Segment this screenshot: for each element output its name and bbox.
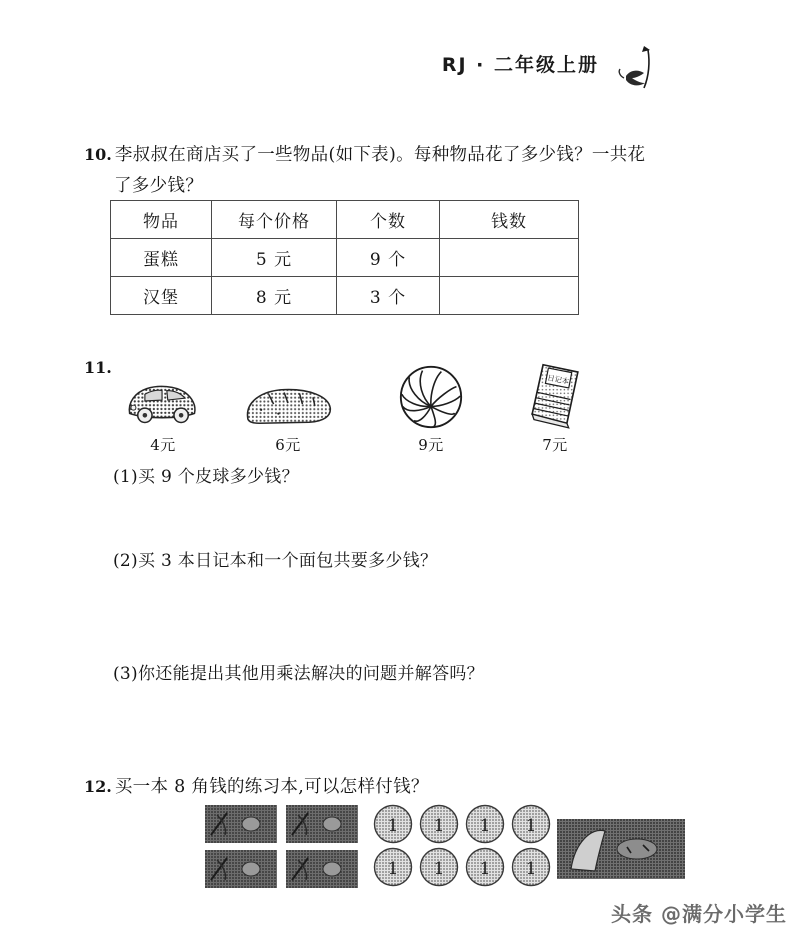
item-price-notebook: 7元 — [542, 436, 568, 454]
cell-item-cake: 蛋糕 — [111, 239, 212, 277]
svg-text:1: 1 — [387, 816, 399, 836]
coin-1jiao — [419, 804, 460, 845]
diary-notebook-icon — [500, 358, 610, 430]
item-price-bread: 6元 — [275, 436, 301, 454]
svg-text:1: 1 — [433, 859, 445, 879]
coin-1jiao — [465, 804, 506, 845]
item-bread — [233, 358, 343, 455]
beach-ball-icon — [376, 358, 486, 430]
bread-loaf-icon — [233, 358, 343, 430]
price-table — [110, 200, 579, 315]
banknote-1jiao — [286, 805, 358, 843]
svg-text:1: 1 — [479, 859, 491, 879]
table-row — [111, 277, 579, 315]
table-header-total: 钱数 — [440, 201, 579, 239]
item-illustrations — [108, 358, 578, 458]
banknote-1jiao — [205, 805, 277, 843]
problem-11-sub-3: (3)你还能提出其他用乘法解决的问题并解答吗？ — [113, 664, 484, 684]
item-ball — [376, 358, 486, 455]
svg-text:1: 1 — [525, 859, 537, 879]
problem-12-first-line — [84, 772, 734, 803]
cell-price-cake: 5 元 — [212, 239, 337, 277]
banknote-1yuan — [557, 819, 685, 879]
small-banknote-grid — [205, 805, 358, 888]
coin-grid — [373, 804, 552, 888]
item-toy-car — [108, 358, 218, 455]
cell-total-cake-blank[interactable] — [440, 239, 579, 277]
problem-12 — [84, 772, 734, 803]
money-illustrations — [205, 805, 695, 893]
problem-10-text-line1: 李叔叔在商店买了一些物品(如下表)。每种物品花了多少钱？一共花 — [114, 145, 646, 165]
problem-10-first-line — [84, 140, 734, 171]
coin-1jiao — [373, 847, 414, 888]
cell-count-cake: 9 个 — [337, 239, 440, 277]
item-notebook — [500, 358, 610, 455]
problem-10-number: 10. — [84, 145, 112, 164]
coin-1jiao — [511, 804, 552, 845]
coin-1jiao — [419, 847, 460, 888]
page-title: RJ · 二年级上册 — [441, 54, 599, 76]
problem-11-sub-1: (1)买 9 个皮球多少钱？ — [113, 467, 299, 487]
problem-10-text-line2: 了多少钱？ — [114, 176, 203, 196]
table-row — [111, 239, 579, 277]
watermark: 头条 @满分小学生 — [611, 902, 787, 926]
problem-10 — [84, 140, 734, 202]
svg-text:1: 1 — [479, 816, 491, 836]
coin-1jiao — [373, 804, 414, 845]
notebook-cover-text: 日记本 — [546, 373, 570, 387]
banknote-1jiao — [286, 850, 358, 888]
svg-text:1: 1 — [525, 816, 537, 836]
table-header-count: 个数 — [337, 201, 440, 239]
cell-item-burger: 汉堡 — [111, 277, 212, 315]
problem-11-number: 11. — [84, 358, 112, 377]
coin-1jiao — [465, 847, 506, 888]
problem-12-text: 买一本 8 角钱的练习本,可以怎样付钱？ — [114, 777, 429, 797]
item-price-ball: 9元 — [418, 436, 444, 454]
banknote-1jiao — [205, 850, 277, 888]
page-header — [0, 42, 809, 100]
cell-price-burger: 8 元 — [212, 277, 337, 315]
svg-text:1: 1 — [387, 859, 399, 879]
cell-total-burger-blank[interactable] — [440, 277, 579, 315]
item-price-toy-car: 4元 — [150, 436, 176, 454]
bird-flourish-icon — [614, 42, 654, 98]
cell-count-burger: 3 个 — [337, 277, 440, 315]
problem-12-number: 12. — [84, 777, 112, 796]
coin-1jiao — [511, 847, 552, 888]
problem-11-sub-2: (2)买 3 本日记本和一个面包共要多少钱？ — [113, 551, 438, 571]
table-header-row — [111, 201, 579, 239]
table-header-item: 物品 — [111, 201, 212, 239]
toy-car-icon — [108, 358, 218, 430]
svg-text:1: 1 — [433, 816, 445, 836]
table-header-unitprice: 每个价格 — [212, 201, 337, 239]
